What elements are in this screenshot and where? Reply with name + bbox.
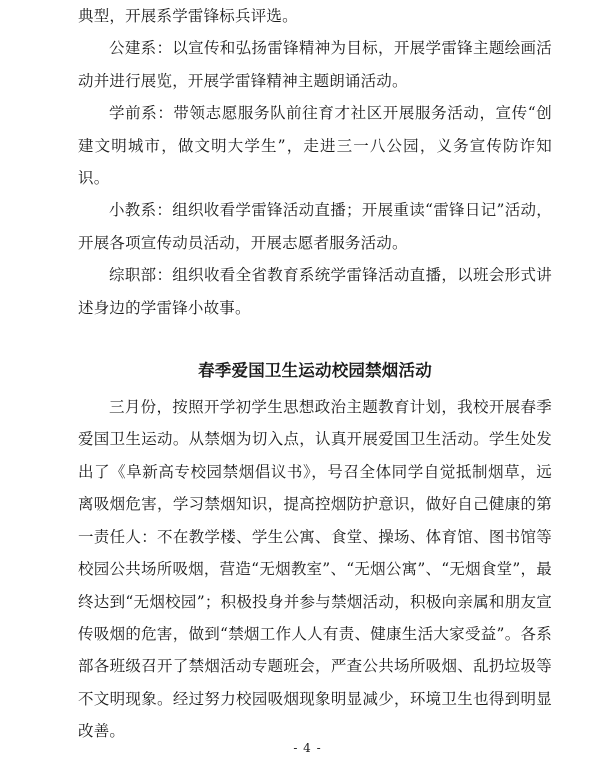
section-body: 三月份，按照开学初学生思想政治主题教育计划，我校开展春季爱国卫生运动。从禁烟为切入点，认真开展爱国卫生活动。学生处发出了《阜新高专校园禁烟倡议书》，号召全体同学自觉抵制烟草，远离吸烟危害，学习禁烟知识，提高控烟防护意识，做好自己健康的第一责任人：不在教学楼、学生公寓、食堂、操场、体育馆、图书馆等校园公共场所吸烟，营造“无烟教室”、“无烟公寓”、“无烟食堂”，最终达到“无烟校园”；积极投身并参与禁烟活动，积极向亲属和朋友宣传吸烟的危害，做到“禁烟工作人人有责、健康生活大家受益”。各系部各班级召开了禁烟活动专题班会，严查公共场所吸烟、乱扔垃圾等不文明现象。经过努力校园吸烟现象明显减少，环境卫生也得到明显改善。: [78, 398, 552, 741]
paragraph-xiaojiao: 小教系：组织收看学雷锋活动直播；开展重读“雷锋日记”活动，开展各项宣传动员活动，开展志愿者服务活动。: [78, 201, 552, 252]
paragraph-xueqian: 学前系：带领志愿服务队前往育才社区开展服务活动，宣传“创建文明城市，做文明大学生”，走进三一八公园，义务宣传防诈知识。: [78, 104, 552, 188]
paragraph-zongzhi: 综职部：组织收看全省教育系统学雷锋活动直播，以班会形式讲述身边的学雷锋小故事。: [78, 266, 552, 317]
section-title: 春季爱国卫生运动校园禁烟活动: [198, 361, 432, 381]
page-number: - 4 -: [293, 741, 322, 755]
paragraph-gongjian: 公建系：以宣传和弘扬雷锋精神为目标，开展学雷锋主题绘画活动并进行展览，开展学雷锋精神主题朗诵活动。: [78, 39, 552, 90]
paragraph-continued: 典型，开展系学雷锋标兵评选。: [78, 7, 298, 25]
page-content: [78, 0, 552, 748]
